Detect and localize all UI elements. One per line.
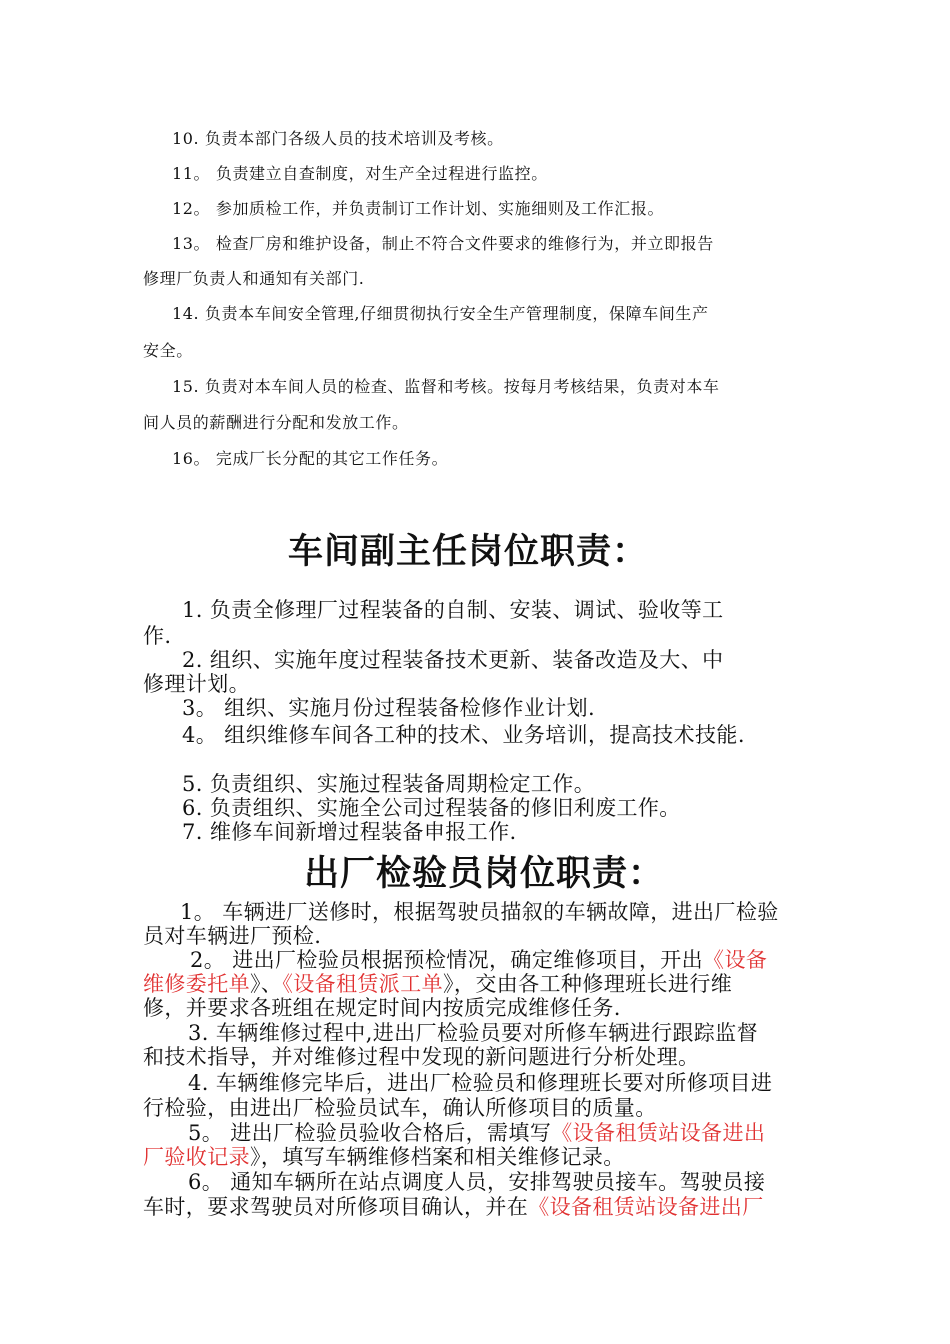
inspector-line-13: 车时，要求驾驶员对所修项目确认，并在《设备租赁站设备进出厂 — [143, 1195, 764, 1219]
duty-item-14: 14. 负责本车间安全管理,仔细贯彻执行安全生产管理制度，保障车间生产 — [172, 304, 709, 323]
inspector-line-6: 3. 车辆维修过程中,进出厂检验员要对所修车辆进行跟踪监督 — [188, 1021, 758, 1045]
inspector-line-9: 行检验，由进出厂检验员试车，确认所修项目的质量。 — [143, 1096, 657, 1120]
duty-item-11: 11。 负责建立自查制度，对生产全过程进行监控。 — [172, 164, 548, 183]
duty-item-15-cont: 间人员的薪酬进行分配和发放工作。 — [143, 413, 409, 432]
form-ref-repair-order-cont: 维修委托单 — [143, 972, 250, 996]
form-ref-repair-order: 《设备 — [703, 948, 768, 972]
duty-item-15: 15. 负责对本车间人员的检查、监督和考核。按每月考核结果，负责对本车 — [172, 377, 720, 396]
form-ref-entry-exit-record-2: 《设备租赁站设备进出厂 — [528, 1195, 764, 1219]
inspector-line-3: 2。 进出厂检验员根据预检情况，确定维修项目，开出《设备 — [190, 948, 768, 972]
duty-item-13-cont: 修理厂负责人和通知有关部门. — [143, 269, 365, 288]
inspector-line-4: 维修委托单》、《设备租赁派工单》，交由各工种修理班长进行维 — [143, 972, 733, 996]
section-title-inspector: 出厂检验员岗位职责： — [304, 854, 665, 894]
inspector-line-2: 员对车辆进厂预检. — [143, 924, 322, 948]
inspector-line-1: 1。 车辆进厂送修时，根据驾驶员描叙的车辆故障，进出厂检验 — [180, 900, 779, 924]
deputy-duty-4: 4。 组织维修车间各工种的技术、业务培训，提高技术技能. — [182, 723, 745, 747]
duty-item-12: 12。 参加质检工作，并负责制订工作计划、实施细则及工作汇报。 — [172, 199, 665, 218]
deputy-duty-2-cont: 修理计划。 — [143, 672, 250, 696]
inspector-line-10: 5。 进出厂检验员验收合格后，需填写《设备租赁站设备进出 — [188, 1121, 766, 1145]
inspector-line-7: 和技术指导，并对维修过程中发现的新问题进行分析处理。 — [143, 1045, 700, 1069]
deputy-duty-1-cont: 作. — [143, 624, 172, 648]
form-ref-entry-exit-record: 《设备租赁站设备进出 — [551, 1121, 766, 1145]
duty-item-16: 16。 完成厂长分配的其它工作任务。 — [172, 449, 449, 468]
deputy-duty-3: 3。 组织、实施月份过程装备检修作业计划. — [182, 696, 596, 720]
inspector-line-8: 4. 车辆维修完毕后，进出厂检验员和修理班长要对所修项目进 — [188, 1071, 773, 1095]
duty-item-14-cont: 安全。 — [143, 341, 193, 360]
duty-item-10: 10. 负责本部门各级人员的技术培训及考核。 — [172, 129, 504, 148]
deputy-duty-7: 7. 维修车间新增过程装备申报工作. — [182, 820, 517, 844]
inspector-line-12: 6。 通知车辆所在站点调度人员，安排驾驶员接车。驾驶员接 — [188, 1170, 766, 1194]
inspector-line-11: 厂验收记录》，填写车辆维修档案和相关维修记录。 — [143, 1145, 625, 1169]
form-ref-entry-exit-record-cont: 厂验收记录 — [143, 1145, 250, 1169]
deputy-duty-1: 1. 负责全修理厂过程装备的自制、安装、调试、验收等工 — [182, 598, 724, 622]
deputy-duty-5: 5. 负责组织、实施过程装备周期检定工作。 — [182, 772, 596, 796]
inspector-line-5: 修，并要求各班组在规定时间内按质完成维修任务. — [143, 996, 621, 1020]
deputy-duty-2: 2. 组织、实施年度过程装备技术更新、装备改造及大、中 — [182, 648, 724, 672]
form-ref-dispatch-order: 《设备租赁派工单 — [282, 972, 444, 996]
deputy-duty-6: 6. 负责组织、实施全公司过程装备的修旧利废工作。 — [182, 796, 681, 820]
section-title-deputy-director: 车间副主任岗位职责： — [288, 532, 649, 572]
duty-item-13: 13。 检查厂房和维护设备，制止不符合文件要求的维修行为，并立即报告 — [172, 234, 714, 253]
